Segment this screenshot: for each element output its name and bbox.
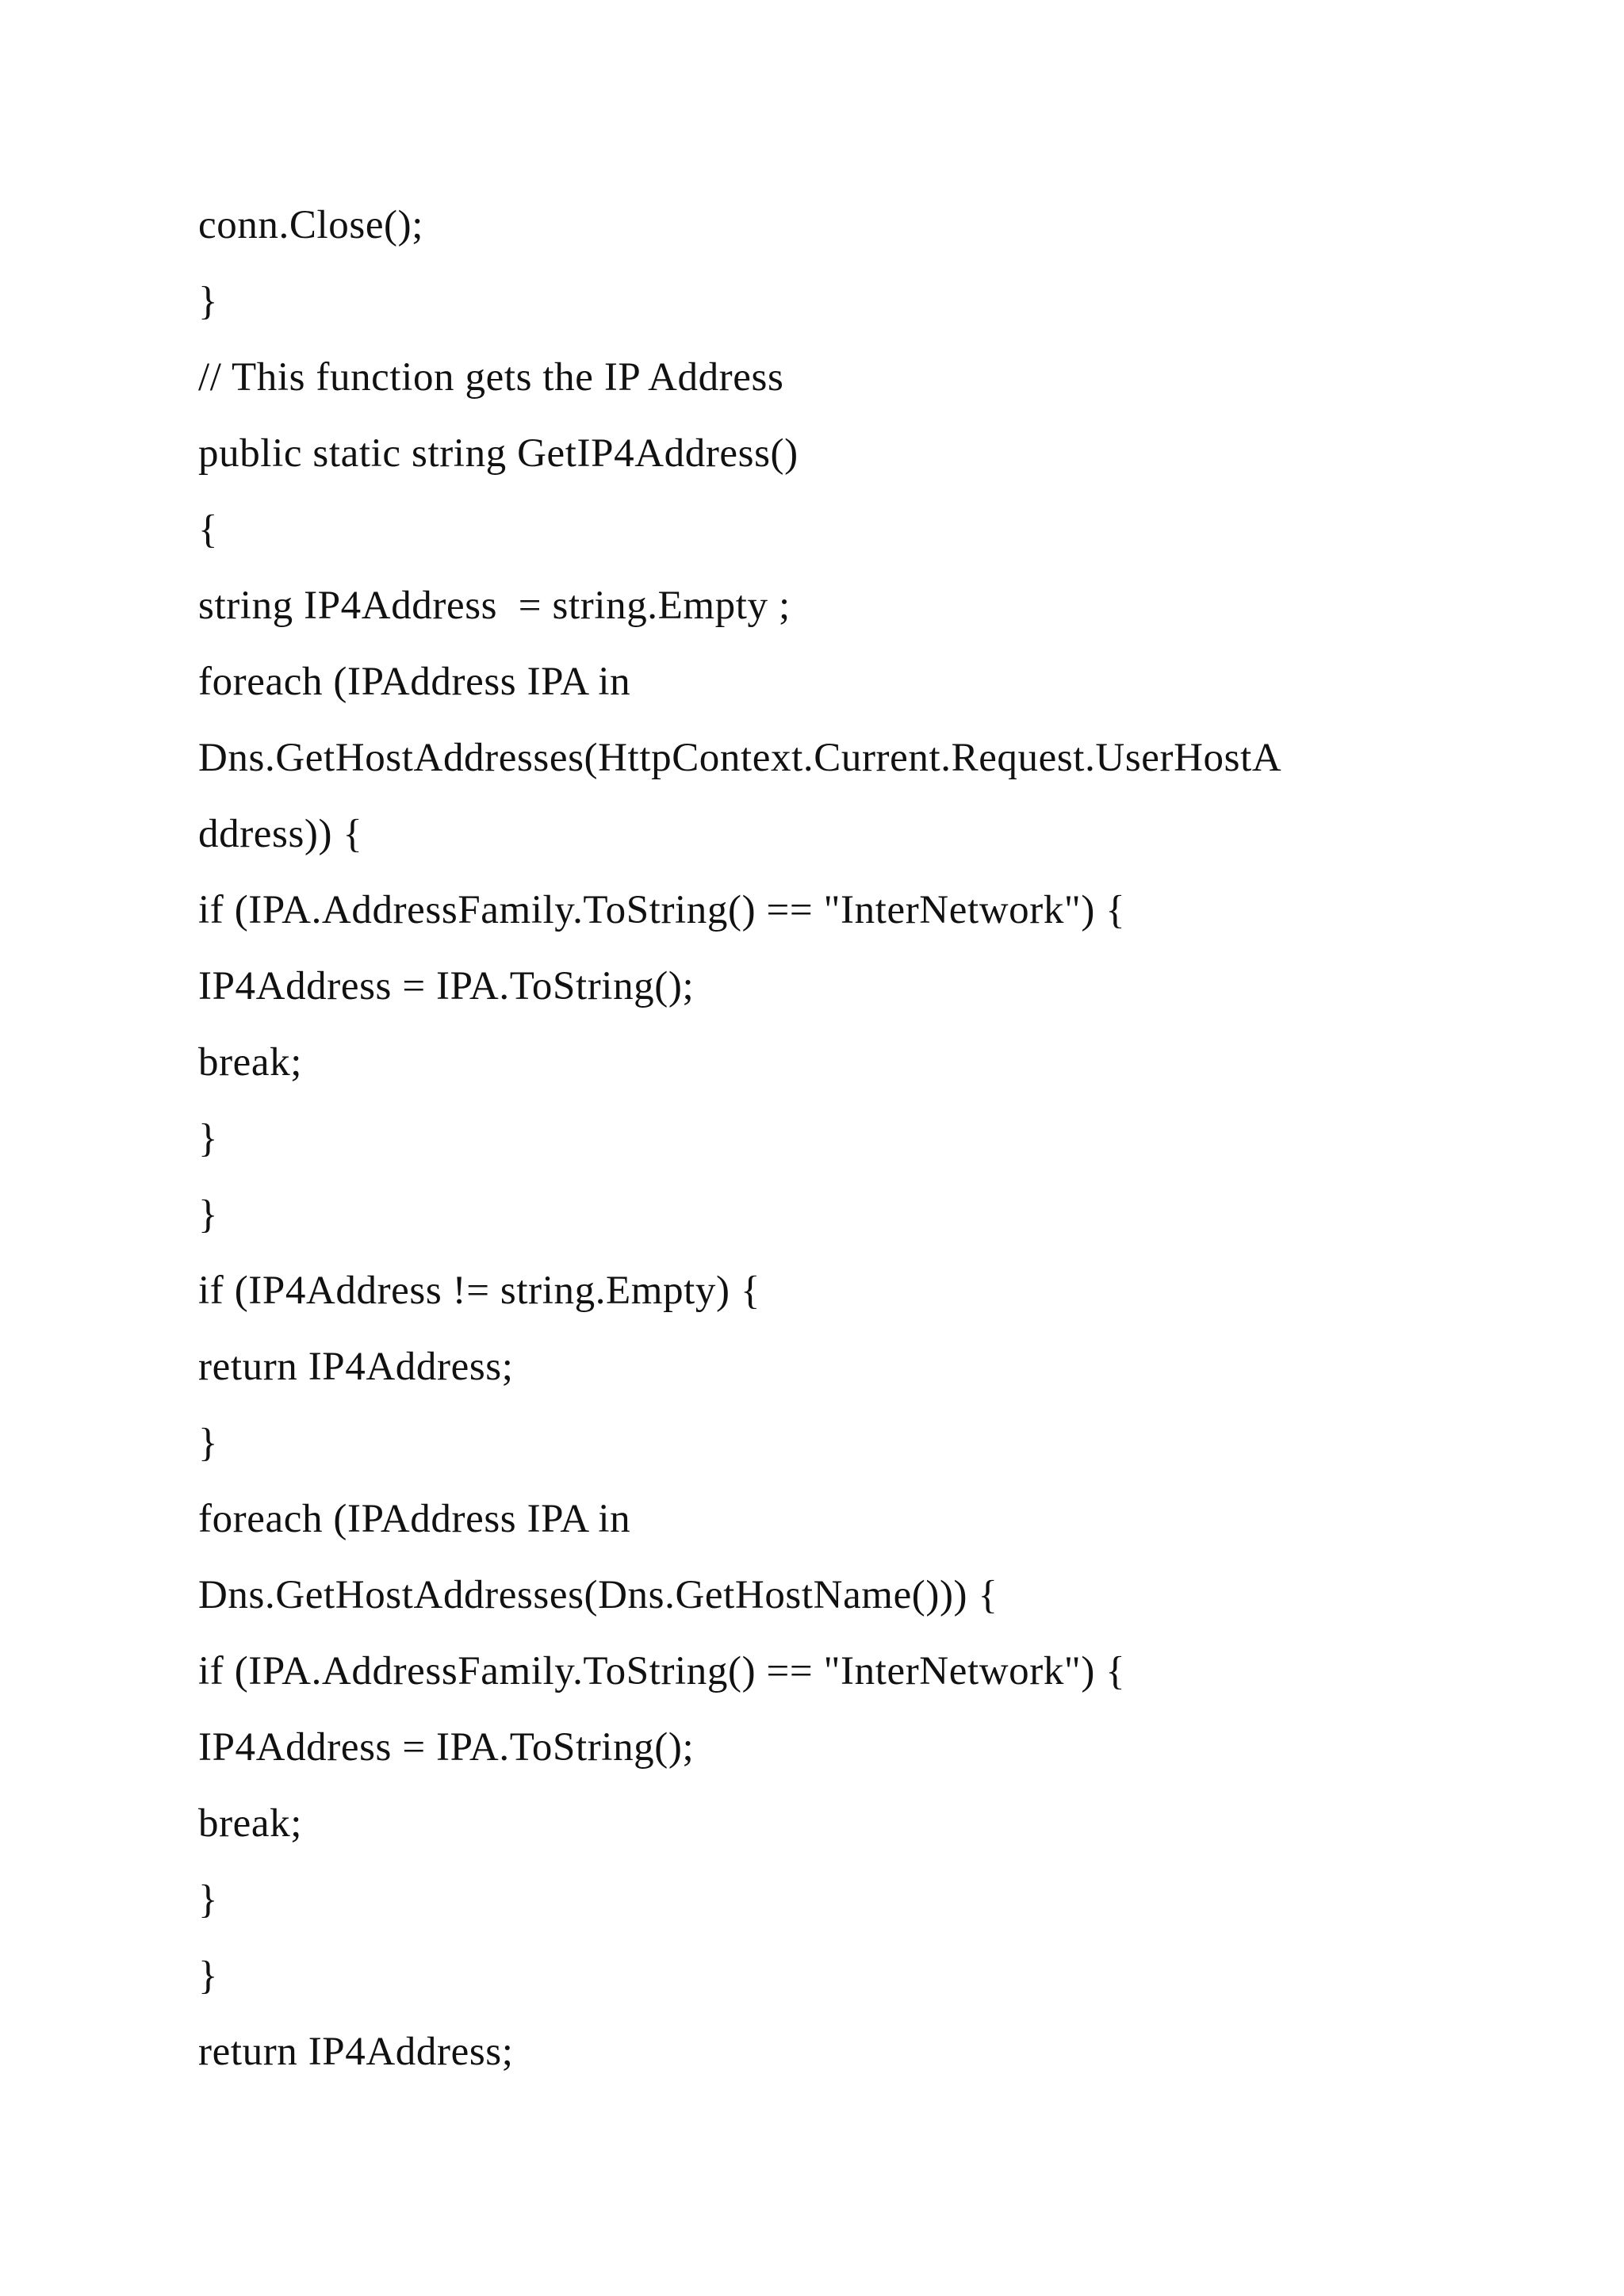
code-line: foreach (IPAddress IPA in <box>198 660 631 704</box>
code-line: Dns.GetHostAddresses(HttpContext.Current.Request.UserHostA <box>198 736 1282 780</box>
code-line: ddress)) { <box>198 812 363 856</box>
code-line: } <box>198 1116 219 1161</box>
code-line: IP4Address = IPA.ToString(); <box>198 1725 695 1770</box>
code-line: if (IPA.AddressFamily.ToString() == "InterNetwork") { <box>198 1649 1126 1693</box>
code-line: return IP4Address; <box>198 1345 514 1389</box>
code-line: public static string GetIP4Address() <box>198 431 799 476</box>
code-line: if (IP4Address != string.Empty) { <box>198 1269 761 1313</box>
code-line: return IP4Address; <box>198 2030 514 2074</box>
code-line: conn.Close(); <box>198 203 423 247</box>
code-line: break; <box>198 1040 303 1085</box>
code-line: foreach (IPAddress IPA in <box>198 1497 631 1541</box>
code-line: IP4Address = IPA.ToString(); <box>198 964 695 1008</box>
code-line: } <box>198 279 219 323</box>
code-line: break; <box>198 1801 303 1846</box>
code-line: { <box>198 507 219 552</box>
code-line: string IP4Address = string.Empty ; <box>198 584 791 628</box>
code-line: if (IPA.AddressFamily.ToString() == "InterNetwork") { <box>198 888 1126 932</box>
code-line: } <box>198 1192 219 1237</box>
code-line: } <box>198 1954 219 1998</box>
code-line: } <box>198 1877 219 1922</box>
code-line: } <box>198 1421 219 1465</box>
code-block <box>198 187 1281 2090</box>
code-comment-line: // This function gets the IP Address <box>198 355 784 400</box>
code-line: Dns.GetHostAddresses(Dns.GetHostName())) { <box>198 1573 998 1617</box>
